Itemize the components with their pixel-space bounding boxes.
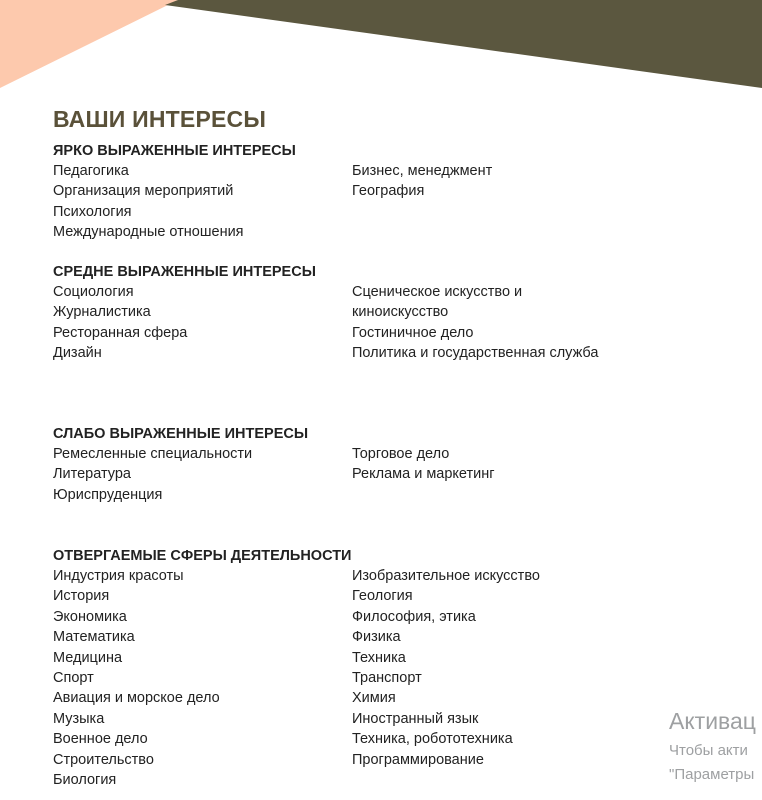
- section-title: СЛАБО ВЫРАЖЕННЫЕ ИНТЕРЕСЫ: [53, 426, 309, 442]
- list-item: Авиация и морское дело: [53, 690, 220, 707]
- left-column: [53, 566, 352, 790]
- list-item: Физика: [352, 629, 401, 646]
- list-item: Индустрия красоты: [53, 568, 184, 584]
- list-item: Педагогика: [53, 163, 129, 179]
- right-column: [352, 444, 652, 505]
- list-item: Музыка: [53, 710, 105, 727]
- list-item: Экономика: [53, 608, 127, 625]
- list-item: Иностранный язык: [352, 710, 479, 727]
- section-title: ОТВЕРГАЕМЫЕ СФЕРЫ ДЕЯТЕЛЬНОСТИ: [53, 548, 352, 564]
- list-item: Медицина: [53, 649, 123, 666]
- list-item: Математика: [53, 629, 135, 646]
- list-item: Гостиничное дело: [352, 324, 474, 341]
- left-column: [53, 444, 352, 505]
- list-item: Химия: [352, 690, 396, 707]
- list-item: Международные отношения: [53, 224, 244, 241]
- section-weak-interests: [53, 424, 713, 505]
- list-item: Геология: [352, 588, 413, 605]
- peach-triangle: [0, 0, 178, 88]
- list-item: Литература: [53, 466, 131, 483]
- activation-watermark-text: Чтобы акти: [669, 742, 748, 759]
- section-title: ЯРКО ВЫРАЖЕННЫЕ ИНТЕРЕСЫ: [53, 143, 296, 159]
- list-item: Организация мероприятий: [53, 183, 234, 200]
- section-title: СРЕДНЕ ВЫРАЖЕННЫЕ ИНТЕРЕСЫ: [53, 264, 316, 280]
- list-item: Военное дело: [53, 731, 148, 748]
- list-item: Юриспруденция: [53, 486, 163, 503]
- list-item: Техника: [352, 649, 406, 666]
- left-column: [53, 161, 352, 243]
- list-item: Психология: [53, 203, 132, 220]
- list-item: Бизнес, менеджмент: [352, 163, 493, 179]
- list-item: История: [53, 588, 110, 605]
- list-item: Программирование: [352, 751, 484, 768]
- section-rejected-fields: [53, 546, 713, 790]
- olive-band: [165, 0, 762, 88]
- list-item: Строительство: [53, 751, 154, 768]
- list-item: Торговое дело: [352, 446, 450, 462]
- header-decoration: [0, 0, 762, 90]
- list-item: Техника, робототехника: [352, 731, 513, 748]
- list-item: Политика и государственная служба: [352, 345, 599, 362]
- list-item: География: [352, 183, 425, 200]
- list-item: Изобразительное искусство: [352, 568, 540, 584]
- list-item: Спорт: [53, 670, 94, 687]
- list-item: Реклама и маркетинг: [352, 466, 495, 483]
- list-item: Транспорт: [352, 670, 422, 687]
- list-item: Биология: [53, 772, 117, 789]
- right-column: [352, 566, 652, 790]
- section-medium-interests: [53, 262, 713, 364]
- activation-watermark-text: "Параметры: [669, 766, 755, 783]
- list-item: Философия, этика: [352, 608, 476, 625]
- list-item: Журналистика: [53, 304, 151, 321]
- right-column: [352, 161, 652, 243]
- page-title: ВАШИ ИНТЕРЕСЫ: [53, 106, 267, 132]
- activation-watermark-title: Активац: [669, 708, 756, 734]
- left-column: [53, 282, 352, 364]
- list-item: Дизайн: [53, 345, 102, 362]
- list-item: киноискусство: [352, 304, 449, 321]
- list-item: Социология: [53, 284, 134, 300]
- list-item: Ремесленные специальности: [53, 446, 253, 462]
- list-item: Ресторанная сфера: [53, 324, 188, 341]
- section-strong-interests: [53, 141, 713, 243]
- right-column: [352, 282, 652, 364]
- list-item: Сценическое искусство и: [352, 284, 523, 300]
